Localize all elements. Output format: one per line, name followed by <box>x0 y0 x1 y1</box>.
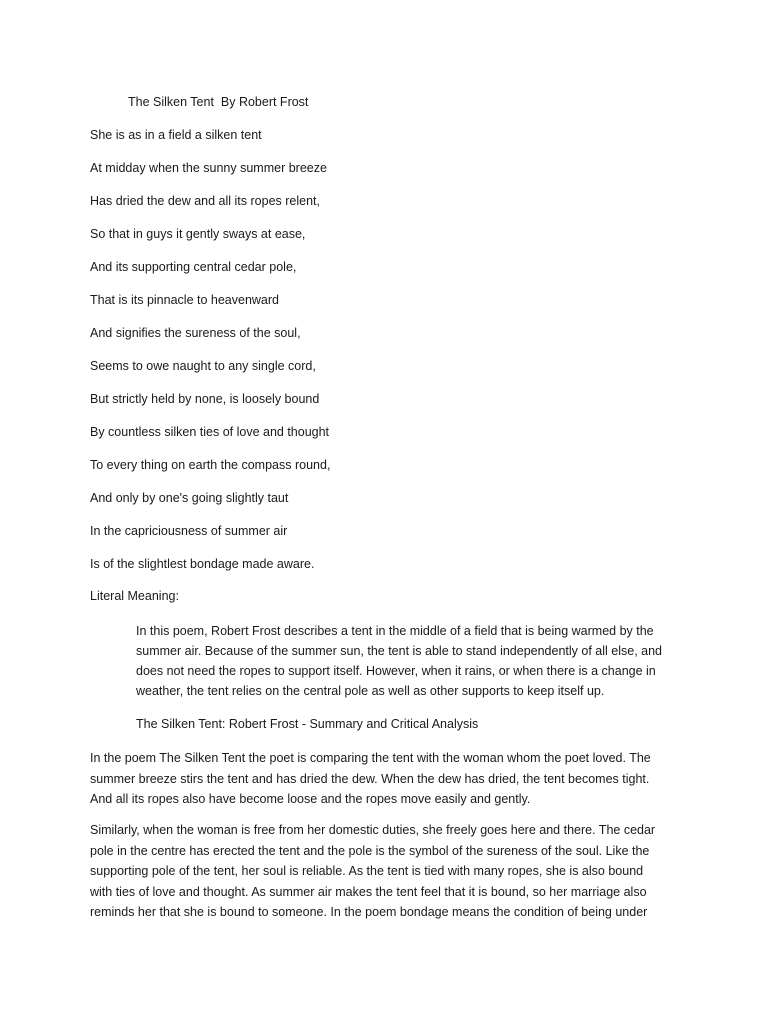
literal-meaning-heading: Literal Meaning: <box>90 589 179 603</box>
poem-line: She is as in a field a silken tent <box>90 128 262 142</box>
paragraph-line: And all its ropes also have become loose and the ropes move easily and gently. <box>90 792 531 806</box>
paragraph-line: supporting pole of the tent, her soul is reliable. As the tent is tied with many ropes, she is also bound <box>90 864 644 878</box>
poem-line: That is its pinnacle to heavenward <box>90 293 279 307</box>
paragraph-line: Similarly, when the woman is free from her domestic duties, she freely goes here and there. The cedar <box>90 823 656 837</box>
poem-line: To every thing on earth the compass round, <box>90 458 331 472</box>
poem-line: Has dried the dew and all its ropes relent, <box>90 194 320 208</box>
poem-line: And its supporting central cedar pole, <box>90 260 297 274</box>
poem-line: By countless silken ties of love and thought <box>90 425 330 439</box>
paragraph-line: In the poem The Silken Tent the poet is comparing the tent with the woman whom the poet loved. The <box>90 751 651 765</box>
bullet-line: The Silken Tent: Robert Frost - Summary and Critical Analysis <box>136 717 479 731</box>
paragraph-line: reminds her that she is bound to someone. In the poem bondage means the condition of being under <box>90 905 648 919</box>
poem-line: And only by one's going slightly taut <box>90 491 289 505</box>
poem-line: In the capriciousness of summer air <box>90 524 288 538</box>
paragraph-line: summer breeze stirs the tent and has dried the dew. When the dew has dried, the tent becomes tight. <box>90 771 650 786</box>
bullet-line: summer air. Because of the summer sun, the tent is able to stand independently of all else, and <box>136 644 662 658</box>
analysis-paragraph <box>90 820 680 923</box>
bullet-text <box>136 714 676 734</box>
poem-line: But strictly held by none, is loosely bound <box>90 392 320 406</box>
poem-line: So that in guys it gently sways at ease, <box>90 227 306 241</box>
bullet-line: weather, the tent relies on the central pole as well as other supports to keep itself up. <box>136 684 605 698</box>
poem-line: And signifies the sureness of the soul, <box>90 326 301 340</box>
poem-line: Seems to owe naught to any single cord, <box>90 359 316 373</box>
bullet-line: does not need the ropes to support itself. However, when it rains, or when there is a change in <box>136 664 656 678</box>
poem-title: The Silken Tent By Robert Frost <box>128 95 309 109</box>
paragraph-line: pole in the centre has erected the tent and the pole is the symbol of the sureness of the soul. Like the <box>90 843 650 858</box>
poem-line: At midday when the sunny summer breeze <box>90 161 327 175</box>
poem-line: Is of the slightlest bondage made aware. <box>90 557 315 571</box>
analysis-paragraph <box>90 748 680 810</box>
bullet-line: In this poem, Robert Frost describes a tent in the middle of a field that is being warmed by the <box>136 624 654 638</box>
bullet-text <box>136 621 676 701</box>
paragraph-line: with ties of love and thought. As summer air makes the tent feel that it is bound, so her marriage also <box>90 884 647 899</box>
